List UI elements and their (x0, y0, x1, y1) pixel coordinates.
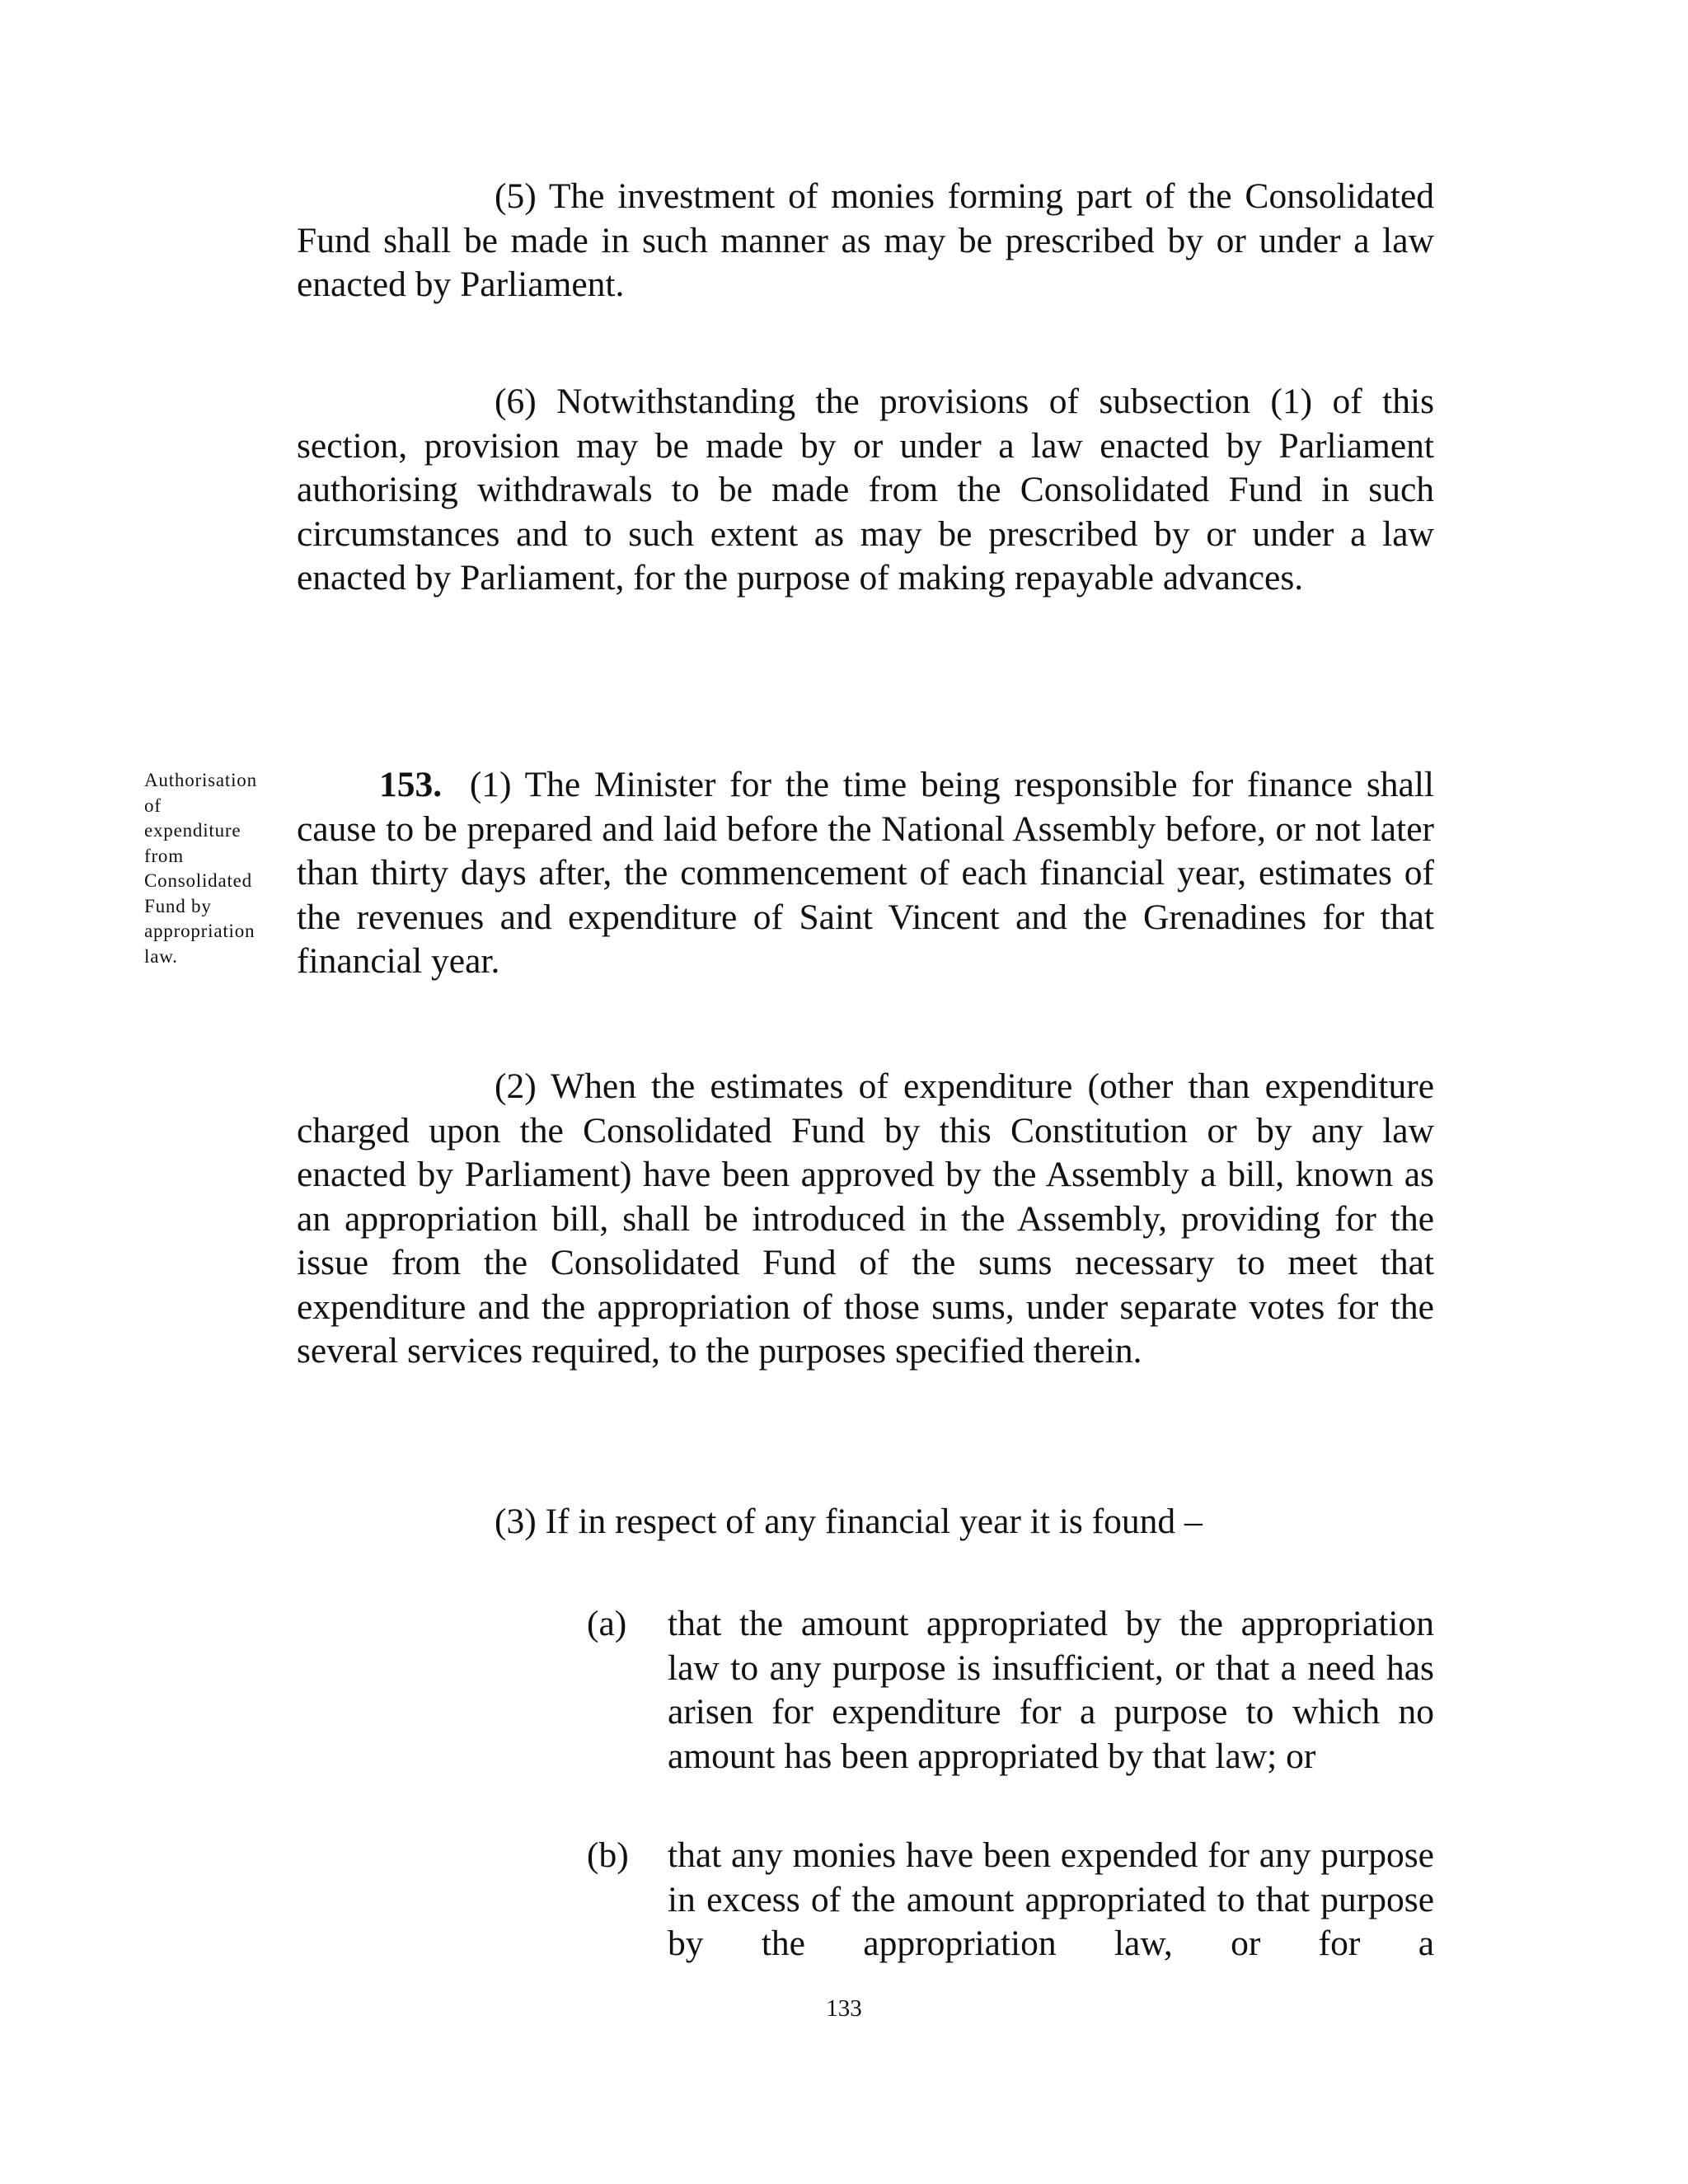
margin-note-line: law. (144, 945, 178, 967)
section-153-subsection-1 (297, 763, 1434, 984)
margin-note-line: Consolidated (144, 870, 252, 891)
margin-note-line: appropriation (144, 921, 256, 941)
margin-note-line: of (144, 794, 162, 816)
subsection-1-text: (1) The Minister for the time being responsible for finance shall cause to be prepared and laid before the National Assembly before, or not later than thirty days after, the commencement of each financial year, estimates of the revenues and expenditure of Saint Vincent and the Grenadines for that financial year. (297, 765, 1435, 981)
subsection-5 (297, 175, 1434, 307)
list-item-b (587, 1834, 1434, 1966)
page-number: 133 (826, 1995, 862, 2022)
margin-note-line: Authorisation (144, 770, 257, 790)
item-label: (a) (587, 1604, 627, 1643)
section-number: 153. (379, 765, 443, 804)
subsection-6 (297, 380, 1434, 601)
margin-note-line: expenditure (144, 820, 241, 841)
subsection-6-text: (6) Notwithstanding the provisions of subsection (1) of this section, provision may be made by or under a law enacted by Parliament authorising withdrawals to be made from the Consolidated Fund in such circumstances and to such extent as may be prescribed by or under a law enacted by Parliament, for the purpose of making repayable advances. (297, 382, 1434, 598)
margin-note-line: Fund by (144, 895, 212, 916)
section-153-subsection-3 (297, 1500, 1434, 1544)
margin-note (144, 768, 280, 969)
item-label: (b) (587, 1835, 629, 1875)
margin-note-line: from (144, 845, 184, 866)
section-153-paragraph (297, 763, 1434, 984)
subsection-2-text: (2) When the estimates of expenditure (other than expenditure charged upon the Consolidated Fund by this Constitution or by any law enacted by Parliament) have been approved by the Assembly a bill, known as an appropriation bill, shall be introduced in the Assembly, providing for the issue from the Consolidated Fund of the sums necessary to meet that expenditure and the appropriation of those sums, under separate votes for the several services required, to the purposes specified therein. (297, 1066, 1434, 1371)
subsection-3-text: (3) If in respect of any financial year it is found – (495, 1502, 1203, 1541)
subsection-5-text: (5) The investment of monies forming part of the Consolidated Fund shall be made in such manner as may be prescribed by or under a law enacted by Parliament. (297, 176, 1434, 304)
section-153-subsection-2 (297, 1065, 1434, 1374)
item-text: that any monies have been expended for any purpose in excess of the amount appropriated to that purpose by the appropriation law, or for a (668, 1835, 1434, 1963)
list-item-a (587, 1602, 1434, 1779)
item-text: that the amount appropriated by the appropriation law to any purpose is insufficient, or that a need has arisen for expenditure for a purpose to which no amount has been appropriated by that law; or (668, 1604, 1434, 1776)
